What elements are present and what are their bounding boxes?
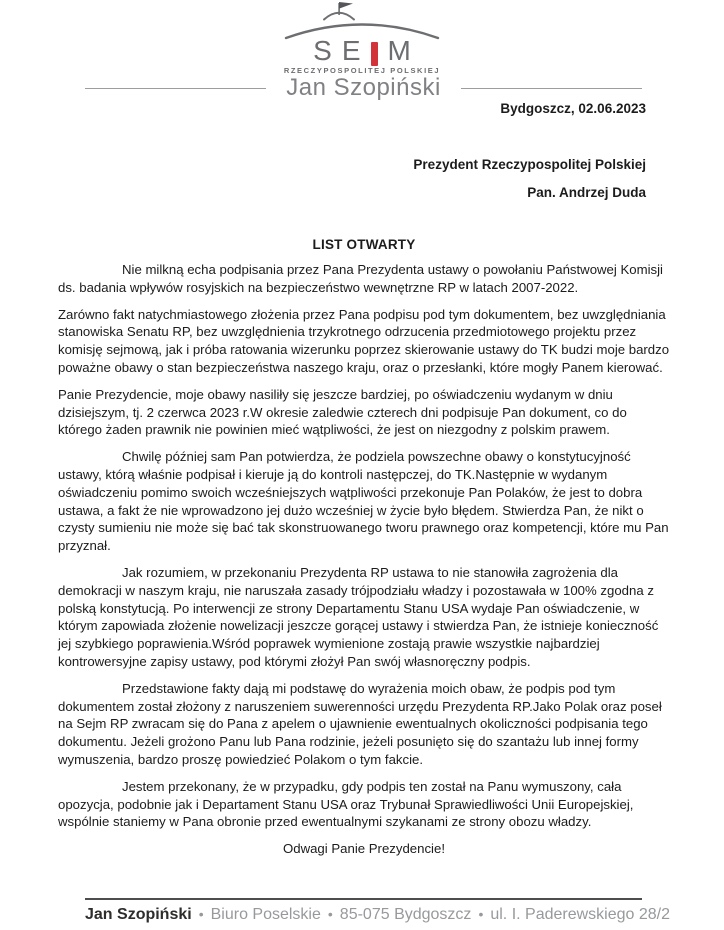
decorative-rule-left [85, 88, 266, 89]
letter-paragraph-5: Jak rozumiem, w przekonaniu Prezydenta RP ustawa to nie stanowiła zagrożenia dla demokracji w naszym kraju, nie naruszała zasady trójpodziału władzy i pozostawała w 100% zgodna z polską konstytucją. Po interwencji ze strony Departamentu Stanu USA wydaje Pan oświadczenie, w którym zapowiada złożenie nowelizacji jeszcze gorącej ustawy i stwierdza Pan, że istnieje konieczność jej szybkiego poprawienia.Wśród poprawek wymienione zostają prawie wszystkie najbardziej kontrowersyjne zapisy ustawy, pod którymi złożył Pan swój własnoręczny podpis. [58, 564, 659, 669]
deputy-name: Jan Szopiński [286, 74, 441, 101]
addressee-office: Prezydent Rzeczypospolitej Polskiej [413, 157, 646, 172]
flag-icon [339, 2, 353, 9]
sejm-letter-j-red-bar [371, 42, 378, 66]
decorative-rule-right [461, 88, 642, 89]
letter-paragraph-2: Zarówno fakt natychmiastowego złożenia przez Pana podpisu pod tym dokumentem, bez uwzględniania stanowiska Senatu RP, bez uwzględnienia trzykrotnego odrzucenia przedmiotowego projektu przez komisję sejmową, jak i próba ratowania wizerunku poprzez skierowanie ustawy do TK budzi moje bardzo poważne obawy o stan bezpieczeństwa naszego kraju, oraz o przesłanki, które mogły Panem kierować. [58, 306, 670, 375]
letter-paragraph-6: Przedstawione fakty dają mi podstawę do wyrażenia moich obaw, że podpis pod tym dokumentem został złożony z naruszeniem suwerenności urzędu Prezydenta RP.Jako Polak oraz poseł na Sejm RP zwracam się do Pana z apelem o ujawnienie ewentualnych okoliczności podpisania tego dokumentu. Jeżeli grożono Panu lub Pana rodzinie, jeżeli posunięto się do szantażu lub innej formy wymuszenia, bardzo proszę powiedzieć Polakom o tym fakcie. [58, 680, 662, 767]
letter-paragraph-3: Panie Prezydencie, moje obawy nasiliły się jeszcze bardziej, po oświadczeniu wydanym w dniu dzisiejszym, tj. 2 czerwca 2023 r.W okresie zaledwie czterech dni podpisuje Pan dokument, co do którego żaden prawnik nie powinien mieć wątpliwości, że jest on niezgodny z polskim prawem. [58, 386, 627, 438]
letter-title: LIST OTWARTY [312, 237, 416, 252]
sejm-dome-icon [282, 2, 442, 40]
addressee-person: Pan. Andrzej Duda [527, 185, 646, 200]
sejm-letter-m: M [387, 35, 411, 66]
footer-separator-3: • [478, 906, 484, 922]
sejm-letter-e: E [341, 35, 361, 66]
footer-name: Jan Szopiński [85, 906, 192, 923]
footer-separator-2: • [327, 906, 333, 922]
letter-paragraph-4: Chwilę później sam Pan potwierdza, że podziela powszechne obawy o konstytucyjność ustawy, którą właśnie podpisał i kieruje ją do kontroli następczej, do TK.Następnie w wydanym oświadczeniu pomimo swoich wcześniejszych wątpliwości przekonuje Pan Polaków, że jest to dobra ustawa, a fakt że nie wprowadzono jej dużo wcześniej w życie było błędem. Stwierdza Pan, że nikt o czysty sumieniu nie może się bać tak skonstruowanego tworu prawnego oraz kompetencji, które mu Pan przyznał. [58, 449, 669, 554]
sejm-logo [0, 2, 724, 75]
letter-paragraph-7: Jestem przekonany, że w przypadku, gdy podpis ten został na Panu wymuszony, cała opozycja, podobnie jak i Departament Stanu USA oraz Trybunał Sprawiedliwości Unii Europejskiej, wspólnie staniemy w Pana obronie przed ewentualnymi szykanami ze strony obozu władzy. [58, 778, 634, 830]
dome-main-arc [286, 25, 438, 39]
dome-cupola-arc [324, 13, 354, 20]
letter-paragraph-1: Nie milkną echa podpisania przez Pana Prezydenta ustawy o powołaniu Państwowej Komisji ds. badania wpływów rosyjskich na bezpieczeństwo wewnętrzne RP w latach 2007-2022. [58, 262, 663, 295]
footer-address: ul. I. Paderewskiego 28/2 [490, 906, 671, 923]
footer-rule [85, 898, 642, 900]
footer-office: Biuro Poselskie [210, 906, 321, 923]
footer-separator-1: • [198, 906, 204, 922]
footer-city: 85-075 Bydgoszcz [339, 906, 472, 923]
sejm-letter-s: S [313, 35, 332, 66]
letter-closing: Odwagi Panie Prezydencie! [282, 841, 445, 857]
deputy-name-header [85, 74, 642, 102]
dateline: Bydgoszcz, 02.06.2023 [500, 101, 646, 116]
sejm-wordmark [308, 35, 416, 66]
logo-subtitle: RZECZYPOSPOLITEJ POLSKIEJ [283, 66, 441, 75]
footer [85, 906, 715, 924]
letter-body [58, 261, 670, 867]
